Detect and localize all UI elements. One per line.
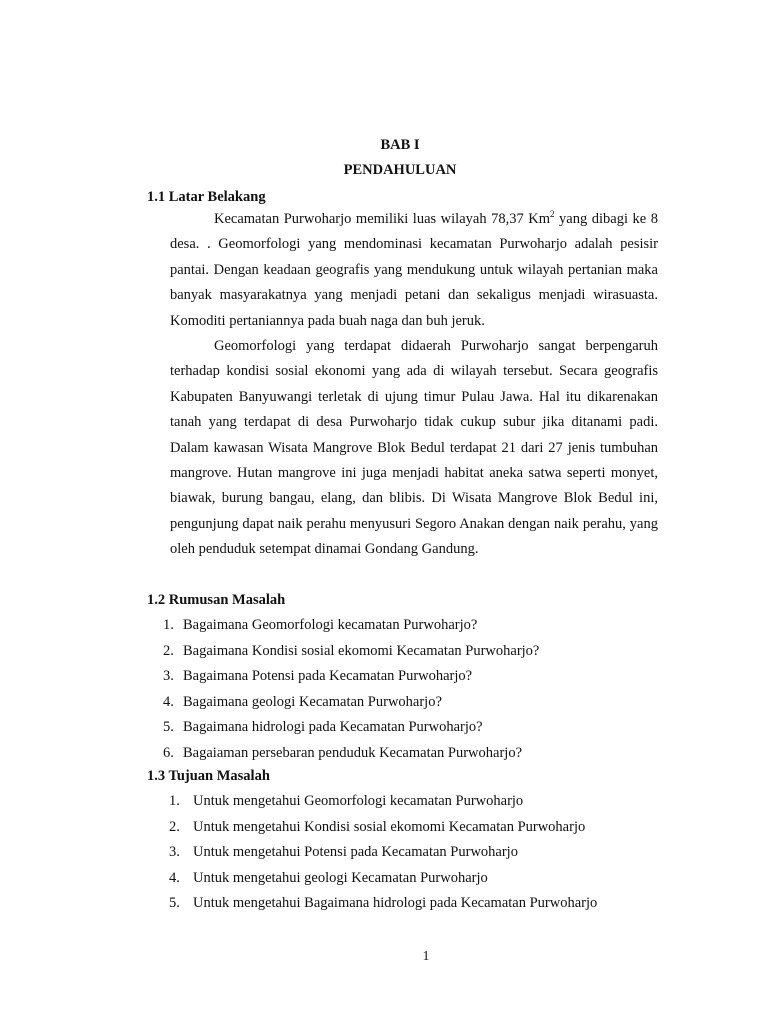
paragraph-1-text-a: Kecamatan Purwoharjo memiliki luas wilayah 78,37 Km [214,211,551,227]
list-number: 4. [163,693,174,710]
paragraph-1-text-b: yang dibagi ke 8 desa. . Geomorfologi yang mendominasi kecamatan Purwoharjo adalah pesisir pantai. Dengan keadaan geografis yang mendukung untuk wilayah pertanian maka banyak masyarakatnya yang menjadi petani dan sekaligus menjadi wirasuasta. Komoditi pertaniannya pada buah naga dan buh jeruk. [170,211,658,329]
list-text: Bagaimana Potensi pada Kecamatan Purwoharjo? [183,668,473,685]
list-number: 2. [169,818,180,835]
list-text: Bagaimana geologi Kecamatan Purwoharjo? [183,693,442,710]
list-text: Untuk mengetahui Bagaimana hidrologi pada Kecamatan Purwoharjo [193,895,598,912]
list-number: 1. [163,617,174,633]
list-text: Bagaimana Kondisi sosial ekomomi Kecamatan Purwoharjo? [183,642,540,659]
chapter-title: PENDAHULUAN [343,162,457,178]
chapter-label: BAB I [380,137,420,153]
list-text: Untuk mengetahui Kondisi sosial ekomomi Kecamatan Purwoharjo [193,818,586,835]
section-heading-tujuan-masalah: 1.3 Tujuan Masalah [147,768,270,784]
list-text: Untuk mengetahui geologi Kecamatan Purwoharjo [193,869,488,886]
list-text: Untuk mengetahui Geomorfologi kecamatan Purwoharjo [193,793,524,809]
paragraph-2: Geomorfologi yang terdapat didaerah Purwoharjo sangat berpengaruh terhadap kondisi sosial ekonomi yang ada di wilayah tersebut. Secara geografis Kabupaten Banyuwangi terletak di ujung timur Pulau Jawa. Hal itu dikarenakan tanah yang terdapat di desa Purwoharjo tidak cukup subur jika ditanami padi. Dalam kawasan Wisata Mangrove Blok Bedul terdapat 21 dari 27 jenis tumbuhan mangrove. Hutan mangrove ini juga menjadi habitat aneka satwa seperti monyet, biawak, burung bangau, elang, dan blibis. Di Wisata Mangrove Blok Bedul ini, pengunjung dapat naik perahu menyusuri Segoro Anakan dengan naik perahu, yang oleh penduduk setempat dinamai Gondang Gandung. [170,338,658,558]
list-number: 3. [169,844,180,861]
superscript-2: 2 [550,209,555,219]
section-heading-latar-belakang: 1.1 Latar Belakang [147,189,266,205]
list-text: Untuk mengetahui Potensi pada Kecamatan Purwoharjo [193,844,518,861]
section-heading-rumusan-masalah: 1.2 Rumusan Masalah [147,592,286,608]
list-number: 6. [163,744,174,761]
list-text: Bagaiaman persebaran penduduk Kecamatan Purwoharjo? [183,744,523,761]
page-number: 1 [422,948,430,963]
list-number: 5. [163,719,174,736]
list-number: 3. [163,668,174,685]
list-text: Bagaimana hidrologi pada Kecamatan Purwoharjo? [183,719,483,736]
list-number: 1. [169,793,180,809]
latar-belakang-body [170,207,658,563]
paragraph-1 [170,207,658,334]
list-text: Bagaimana Geomorfologi kecamatan Purwoharjo? [183,617,478,633]
list-number: 2. [163,642,174,659]
list-number: 5. [169,895,180,912]
list-number: 4. [169,869,180,886]
